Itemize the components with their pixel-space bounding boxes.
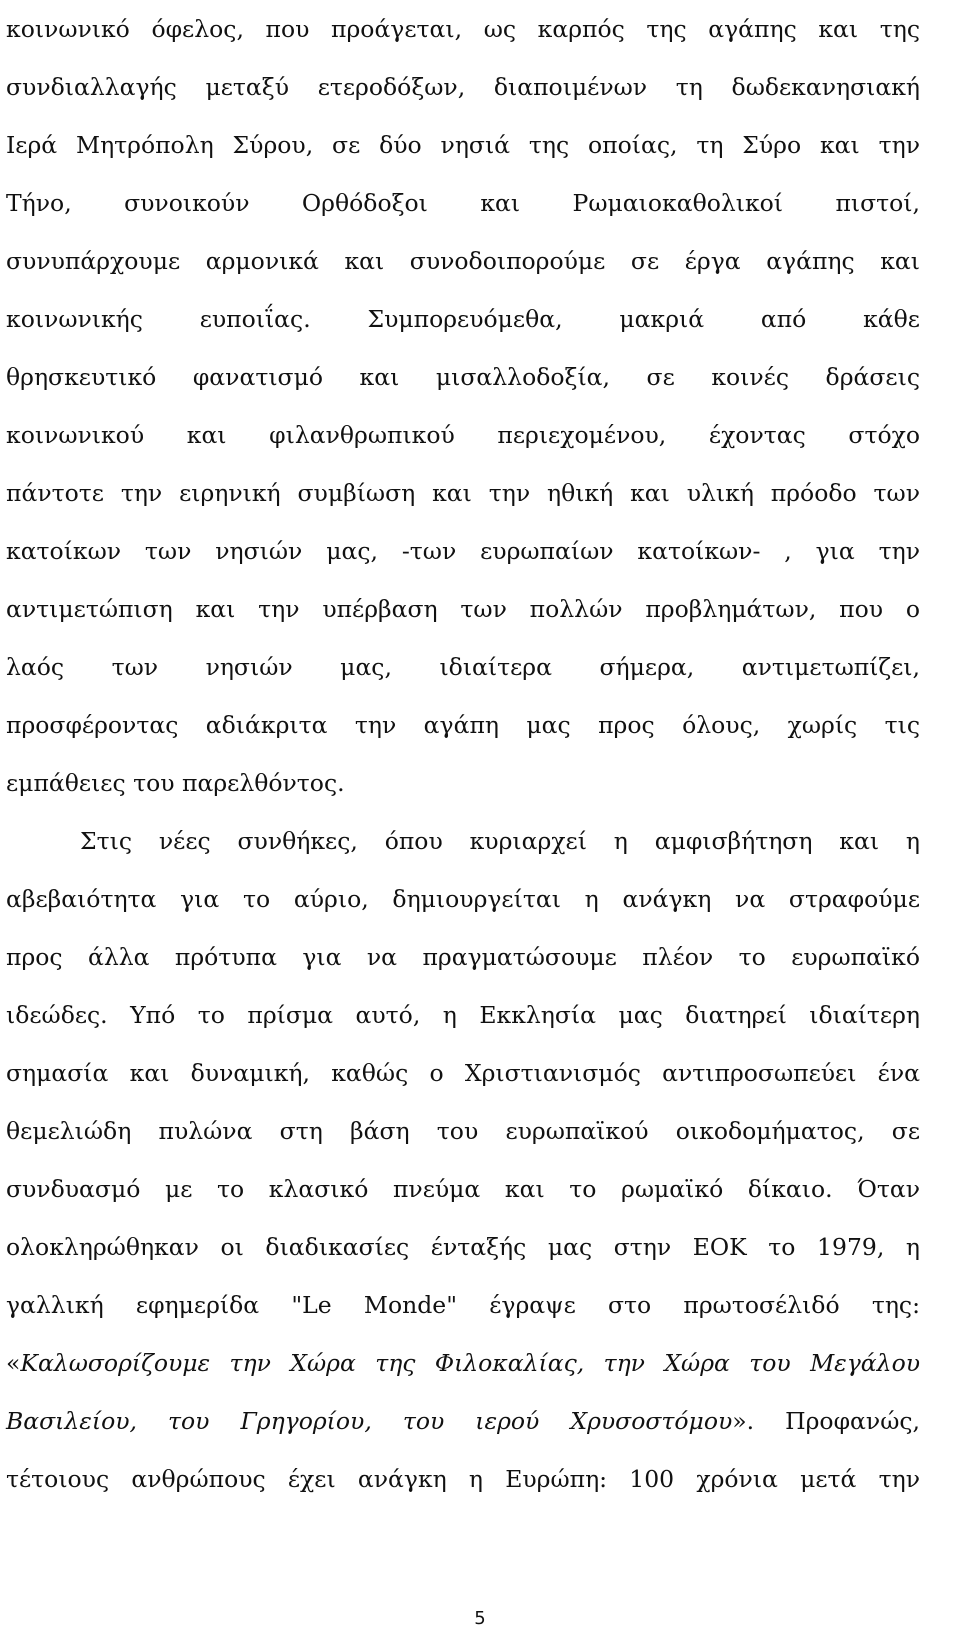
text-line: θεμελιώδη πυλώνα στη βάση του ευρωπαϊκού οικοδομήματος, σε — [6, 1117, 920, 1145]
text-line: συνυπάρχουμε αρμονικά και συνοδοιπορούμε σε έργα αγάπης και — [6, 247, 920, 275]
text-line: κατοίκων των νησιών μας, -των ευρωπαίων κατοίκων- , για την — [6, 537, 920, 565]
body-text — [6, 0, 920, 1334]
text-line: κοινωνικής ευποιΐας. Συμπορευόμεθα, μακριά από κάθε — [6, 305, 920, 333]
text-line: αβεβαιότητα για το αύριο, δημιουργείται η ανάγκη να στραφούμε — [6, 885, 920, 913]
text-line: συνδυασμό με το κλασικό πνεύμα και το ρωμαϊκό δίκαιο. Όταν — [6, 1175, 920, 1203]
text-line: Στις νέες συνθήκες, όπου κυριαρχεί η αμφισβήτηση και η — [80, 827, 920, 855]
text-line: Τήνο, συνοικούν Ορθόδοξοι και Ρωμαιοκαθολικοί πιστοί, — [6, 189, 920, 217]
text-line: ιδεώδες. Υπό το πρίσμα αυτό, η Εκκλησία μας διατηρεί ιδιαίτερη — [6, 1001, 920, 1029]
text-line: Ιερά Μητρόπολη Σύρου, σε δύο νησιά της οποίας, τη Σύρο και την — [6, 131, 920, 159]
text-line: κοινωνικό όφελος, που προάγεται, ως καρπός της αγάπης και της — [6, 15, 920, 43]
text-line: σημασία και δυναμική, καθώς ο Χριστιανισμός αντιπροσωπεύει ένα — [6, 1059, 920, 1087]
document-page — [6, 0, 920, 1508]
text-line: γαλλική εφημερίδα "Le Monde" έγραψε στο πρωτοσέλιδό της: — [6, 1291, 920, 1319]
quote-open: « — [6, 1349, 21, 1377]
text-line: κοινωνικού και φιλανθρωπικού περιεχομένου, έχοντας στόχο — [6, 421, 920, 449]
text-line: λαός των νησιών μας, ιδιαίτερα σήμερα, αντιμετωπίζει, — [6, 653, 920, 681]
text-line: πάντοτε την ειρηνική συμβίωση και την ηθική και υλική πρόοδο των — [6, 479, 920, 507]
text-line-continuation: τέτοιους ανθρώπους έχει ανάγκη η Ευρώπη: 100 χρόνια μετά την — [6, 1465, 920, 1493]
text-line: ολοκληρώθηκαν οι διαδικασίες ένταξής μας στην ΕΟΚ το 1979, η — [6, 1233, 920, 1261]
page-number: 5 — [474, 1608, 486, 1629]
text-line: προς άλλα πρότυπα για να πραγματώσουμε πλέον το ευρωπαϊκό — [6, 943, 920, 971]
quote-italic-1: Καλωσορίζουμε την Χώρα της Φιλοκαλίας, την Χώρα του Μεγάλου — [20, 1349, 920, 1377]
quote-italic-2: Βασιλείου, του Γρηγορίου, του ιερού Χρυσοστόμου — [6, 1407, 733, 1435]
text-line-quote-1 — [6, 1334, 920, 1392]
text-line: αντιμετώπιση και την υπέρβαση των πολλών προβλημάτων, που ο — [6, 595, 920, 623]
text-line: εμπάθειες του παρελθόντος. — [6, 769, 345, 797]
text-line: προσφέροντας αδιάκριτα την αγάπη μας προς όλους, χωρίς τις — [6, 711, 920, 739]
quote-close: ». Προφανώς, — [732, 1407, 920, 1435]
text-line: θρησκευτικό φανατισμό και μισαλλοδοξία, σε κοινές δράσεις — [6, 363, 920, 391]
text-line: συνδιαλλαγής μεταξύ ετεροδόξων, διαποιμένων τη δωδεκανησιακή — [6, 73, 920, 101]
text-line-quote-2 — [6, 1392, 920, 1450]
